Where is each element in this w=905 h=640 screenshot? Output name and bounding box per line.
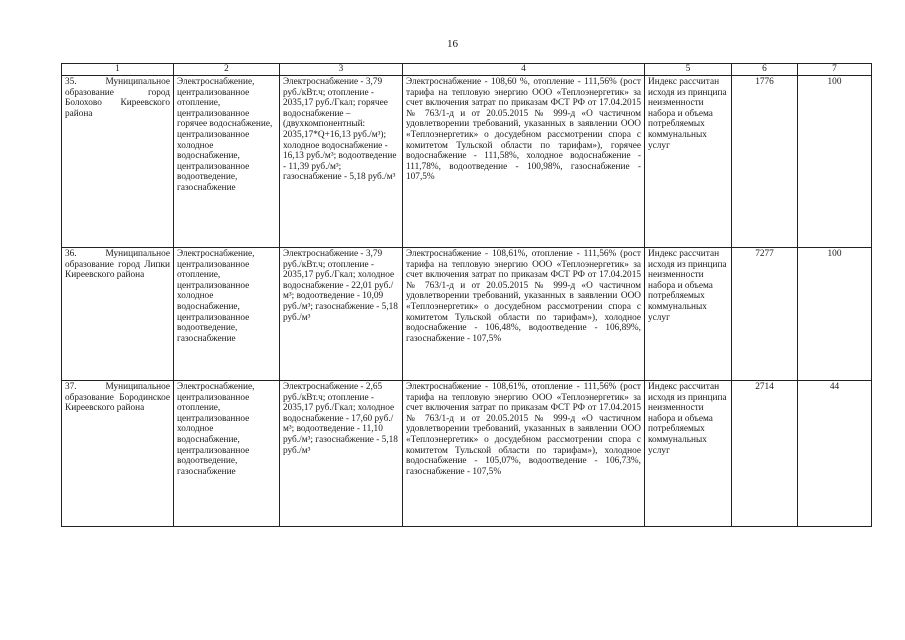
column-number-7: 7 xyxy=(798,64,872,76)
tariff-table xyxy=(61,63,872,527)
table-row xyxy=(62,76,872,248)
population-cell: 1776 xyxy=(732,76,798,248)
table-row xyxy=(62,381,872,527)
column-number-4: 4 xyxy=(403,64,645,76)
tariffs-cell: Электроснабжение - 2,65 руб./кВт.ч; отопление - 2035,17 руб./Гкал; холодное водоснабжение - 17,60 руб./м³; водоотведение - 11,10 руб./м³; газоснабжение - 5,18 руб./м³ xyxy=(280,381,403,527)
index-cell: Электроснабжение - 108,61%, отопление - 111,56% (рост тарифа на тепловую энергию ООО «Теплоэнергетик» за счет включения затрат по приказам ФСТ РФ от 17.04.2015 № 763/1-д и от 20.05.2015 № 999-д «О частичном удовлетворении требований, указанных в заявлении ООО «Теплоэнергетик» о досудебном рассмотрении спора с комитетом Тульской области по тарифам»), холодное водоснабжение - 105,07%, водоотведение - 106,73%, газоснабжение - 107,5% xyxy=(403,381,645,527)
column-number-2: 2 xyxy=(174,64,280,76)
index-cell: Электроснабжение - 108,61%, отопление - 111,56% (рост тарифа на тепловую энергию ООО «Теплоэнергетик» за счет включения затрат по приказам ФСТ РФ от 17.04.2015 № 763/1-д и от 20.05.2015 № 999-д «О частичном удовлетворении требований, указанных в заявлении ООО «Теплоэнергетик» о досудебном рассмотрении спора с комитетом Тульской области по тарифам»), холодное водоснабжение - 106,48%, водоотведение - 106,89%, газоснабжение - 107,5% xyxy=(403,248,645,381)
basis-cell: Индекс рассчитан исходя из принципа неизменности набора и объема потребляемых коммунальных услуг xyxy=(645,248,732,381)
column-number-1: 1 xyxy=(62,64,174,76)
column-number-5: 5 xyxy=(645,64,732,76)
index-cell: Электроснабжение - 108,60 %, отопление - 111,56% (рост тарифа на тепловую энергию ООО «Теплоэнергетик» за счет включения затрат по приказам ФСТ РФ от 17.04.2015 № 763/1-д и от 20.05.2015 № 999-д «О частичном удовлетворении требований, указанных в заявлении ООО «Теплоэнергетик» о досудебном рассмотрении спора с комитетом Тульской области по тарифам»), горячее водоснабжение - 111,58%, холодное водоснабжение - 111,78%, водоотведение - 100,98%, газоснабжение - 107,5% xyxy=(403,76,645,248)
services-cell: Электроснабжение, централизованное отопление, централизованное горячее водоснабжение, централизованное холодное водоснабжение, централизованное водоотведение, газоснабжение xyxy=(174,76,280,248)
municipality-cell: 37. Муниципальное образование Бородинское Киреевского района xyxy=(62,381,174,527)
page-number: 16 xyxy=(447,38,458,50)
basis-cell: Индекс рассчитан исходя из принципа неизменности набора и объема потребляемых коммунальных услуг xyxy=(645,76,732,248)
basis-cell: Индекс рассчитан исходя из принципа неизменности набора и объема потребляемых коммунальных услуг xyxy=(645,381,732,527)
services-cell: Электроснабжение, централизованное отопление, централизованное холодное водоснабжение, централизованное водоотведение, газоснабжение xyxy=(174,381,280,527)
table-row xyxy=(62,248,872,381)
column-number-3: 3 xyxy=(280,64,403,76)
municipality-cell: 35. Муниципальное образование город Болохово Киреевского района xyxy=(62,76,174,248)
table-header-row xyxy=(62,64,872,76)
tariffs-cell: Электроснабжение - 3,79 руб./кВт.ч; отопление - 2035,17 руб./Гкал; горячее водоснабжение – (двухкомпонентный: 2035,17*Q+16,13 руб./м³); холодное водоснабжение - 16,13 руб./м³; водоотведение - 11,39 руб./м³; газоснабжение - 5,18 руб./м³ xyxy=(280,76,403,248)
share-cell: 100 xyxy=(798,248,872,381)
tariffs-cell: Электроснабжение - 3,79 руб./кВт.ч; отопление - 2035,17 руб./Гкал; холодное водоснабжение - 22,01 руб./м³; водоотведение - 10,09 руб./м³; газоснабжение - 5,18 руб./м³ xyxy=(280,248,403,381)
population-cell: 7277 xyxy=(732,248,798,381)
services-cell: Электроснабжение, централизованное отопление, централизованное холодное водоснабжение, централизованное водоотведение, газоснабжение xyxy=(174,248,280,381)
population-cell: 2714 xyxy=(732,381,798,527)
share-cell: 100 xyxy=(798,76,872,248)
municipality-cell: 36. Муниципальное образование город Липки Киреевского района xyxy=(62,248,174,381)
column-number-6: 6 xyxy=(732,64,798,76)
share-cell: 44 xyxy=(798,381,872,527)
